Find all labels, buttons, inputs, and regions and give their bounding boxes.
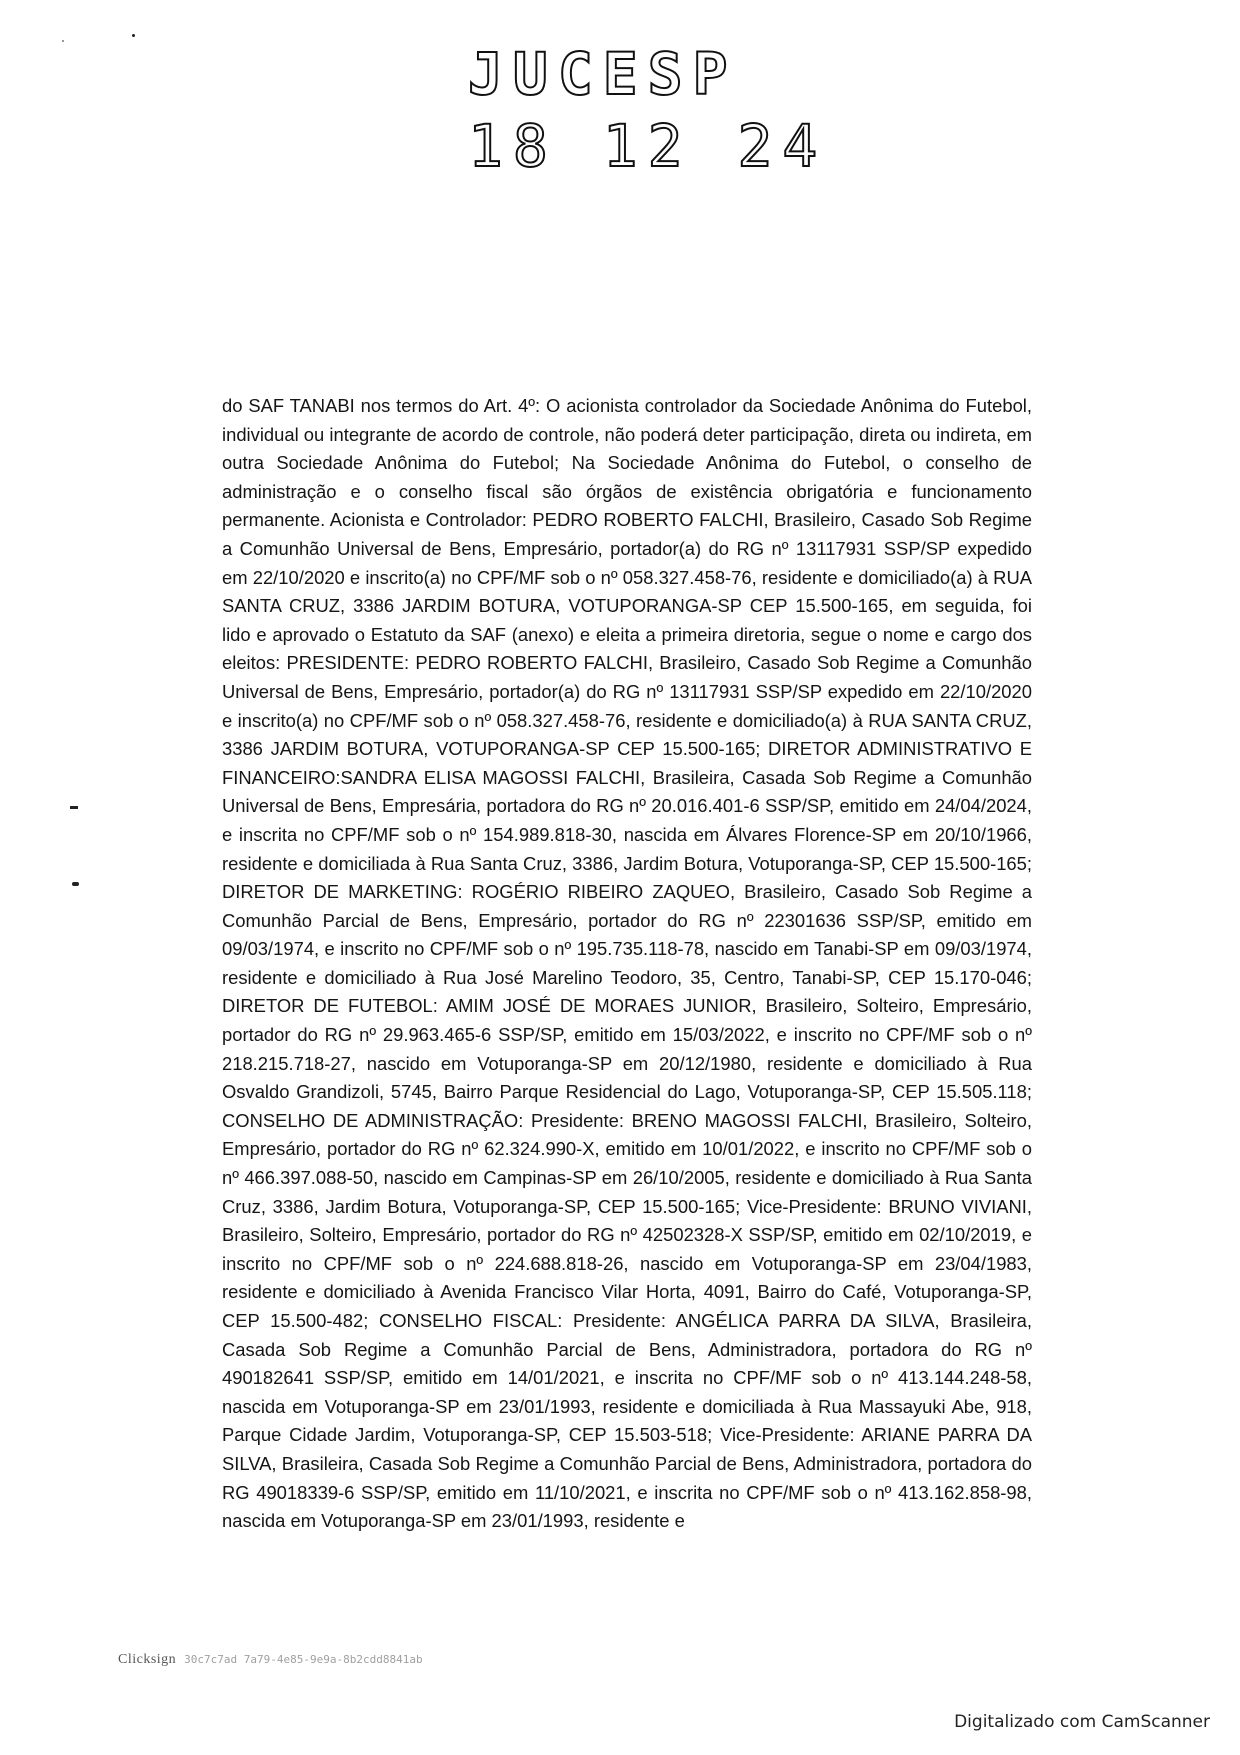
- margin-mark: [72, 882, 79, 886]
- clicksign-footer: [118, 1652, 423, 1668]
- margin-mark: [70, 806, 78, 809]
- jucesp-stamp: [468, 38, 828, 188]
- stamp-date: 18 12 24: [468, 112, 828, 180]
- clicksign-hash: 30c7c7ad 7a79-4e85-9e9a-8b2cdd8841ab: [184, 1653, 423, 1666]
- clicksign-label: Clicksign: [118, 1652, 177, 1667]
- scan-speck: [132, 34, 135, 37]
- stamp-registry-name: JUCESP: [468, 40, 738, 108]
- camscanner-watermark: Digitalizado com CamScanner: [954, 1712, 1210, 1732]
- scan-speck: [62, 40, 64, 42]
- body-paragraph: do SAF TANABI nos termos do Art. 4º: O acionista controlador da Sociedade Anônima do Futebol, individual ou integrante de acordo de controle, não poderá deter participação, direta ou indireta, em outra Sociedade Anônima do Futebol; Na Sociedade Anônima do Futebol, o conselho de administração e o conselho fiscal são órgãos de existência obrigatória e funcionamento permanente. Acionista e Controlador: PEDRO ROBERTO FALCHI, Brasileiro, Casado Sob Regime a Comunhão Universal de Bens, Empresário, portador(a) do RG nº 13117931 SSP/SP expedido em 22/10/2020 e inscrito(a) no CPF/MF sob o nº 058.327.458-76, residente e domiciliado(a) à RUA SANTA CRUZ, 3386 JARDIM BOTURA, VOTUPORANGA-SP CEP 15.500-165, em seguida, foi lido e aprovado o Estatuto da SAF (anexo) e eleita a primeira diretoria, segue o nome e cargo dos eleitos: PRESIDENTE: PEDRO ROBERTO FALCHI, Brasileiro, Casado Sob Regime a Comunhão Universal de Bens, Empresário, portador(a) do RG nº 13117931 SSP/SP expedido em 22/10/2020 e inscrito(a) no CPF/MF sob o nº 058.327.458-76, residente e domiciliado(a) à RUA SANTA CRUZ, 3386 JARDIM BOTURA, VOTUPORANGA-SP CEP 15.500-165; DIRETOR ADMINISTRATIVO E FINANCEIRO:SANDRA ELISA MAGOSSI FALCHI, Brasileira, Casada Sob Regime a Comunhão Universal de Bens, Empresária, portadora do RG nº 20.016.401-6 SSP/SP, emitido em 24/04/2024, e inscrita no CPF/MF sob o nº 154.989.818-30, nascida em Álvares Florence-SP em 20/10/1966, residente e domiciliada à Rua Santa Cruz, 3386, Jardim Botura, Votuporanga-SP, CEP 15.500-165; DIRETOR DE MARKETING: ROGÉRIO RIBEIRO ZAQUEO, Brasileiro, Casado Sob Regime a Comunhão Parcial de Bens, Empresário, portador do RG nº 22301636 SSP/SP, emitido em 09/03/1974, e inscrito no CPF/MF sob o nº 195.735.118-78, nascido em Tanabi-SP em 09/03/1974, residente e domiciliado à Rua José Marelino Teodoro, 35, Centro, Tanabi-SP, CEP 15.170-046; DIRETOR DE FUTEBOL: AMIM JOSÉ DE MORAES JUNIOR, Brasileiro, Solteiro, Empresário, portador do RG nº 29.963.465-6 SSP/SP, emitido em 15/03/2022, e inscrito no CPF/MF sob o nº 218.215.718-27, nascido em Votuporanga-SP em 20/12/1980, residente e domiciliado à Rua Osvaldo Grandizoli, 5745, Bairro Parque Residencial do Lago, Votuporanga-SP, CEP 15.505.118; CONSELHO DE ADMINISTRAÇÃO: Presidente: BRENO MAGOSSI FALCHI, Brasileiro, Solteiro, Empresário, portador do RG nº 62.324.990-X, emitido em 10/01/2022, e inscrito no CPF/MF sob o nº 466.397.088-50, nascido em Campinas-SP em 26/10/2005, residente e domiciliado à Rua Santa Cruz, 3386, Jardim Botura, Votuporanga-SP, CEP 15.500-165; Vice-Presidente: BRUNO VIVIANI, Brasileiro, Solteiro, Empresário, portador do RG nº 42502328-X SSP/SP, emitido em 02/10/2019, e inscrito no CPF/MF sob o nº 224.688.818-26, nascido em Votuporanga-SP em 23/04/1983, residente e domiciliado à Avenida Francisco Vilar Horta, 4091, Bairro do Café, Votuporanga-SP, CEP 15.500-482; CONSELHO FISCAL: Presidente: ANGÉLICA PARRA DA SILVA, Brasileira, Casada Sob Regime a Comunhão Parcial de Bens, Administradora, portadora do RG nº 490182641 SSP/SP, emitido em 14/01/2021, e inscrita no CPF/MF sob o nº 413.144.248-58, nascida em Votuporanga-SP em 23/01/1993, residente e domiciliada à Rua Massayuki Abe, 918, Parque Cidade Jardim, Votuporanga-SP, CEP 15.503-518; Vice-Presidente: ARIANE PARRA DA SILVA, Brasileira, Casada Sob Regime a Comunhão Parcial de Bens, Administradora, portadora do RG 49018339-6 SSP/SP, emitido em 11/10/2021, e inscrita no CPF/MF sob o nº 413.162.858-98, nascida em Votuporanga-SP em 23/01/1993, residente e: [222, 395, 1032, 1532]
